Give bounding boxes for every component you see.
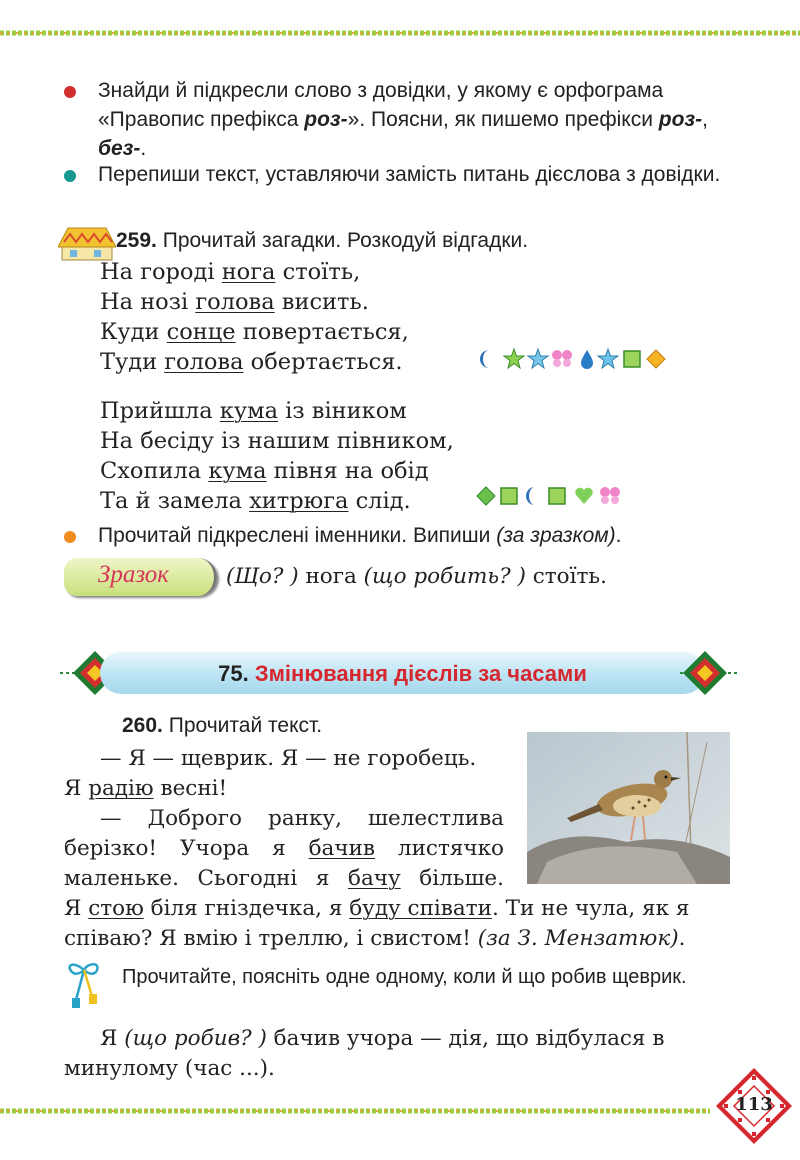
- riddle-2: [100, 396, 454, 516]
- code-icons-row-2: [476, 485, 636, 507]
- star-icon: [504, 349, 524, 368]
- poem-line: Прийшла кума із віником: [100, 398, 407, 424]
- diamond-icon: [477, 487, 495, 505]
- code-icons-row-1: [478, 348, 683, 370]
- bullet-text-2: Перепиши текст, уставляючи замість питань дієслова з довідки.: [98, 163, 721, 186]
- text-line: співаю? Я вмію і треллю, і свистом! (за З. Мензатюк).: [64, 926, 686, 951]
- ornament-right-icon: [680, 648, 740, 698]
- top-ornament-border: [0, 30, 800, 36]
- poem-line: На бесіду із нашим півником,: [100, 428, 454, 454]
- poem-line: На городі нога стоїть,: [100, 259, 361, 285]
- page-number: 113: [735, 1094, 773, 1115]
- star-icon: [598, 349, 618, 368]
- house-icon: [58, 222, 116, 262]
- heart-icon: [575, 488, 592, 504]
- butterfly-icon: [552, 350, 572, 367]
- diamond-icon: [647, 350, 665, 368]
- butterfly-icon: [600, 487, 620, 504]
- poem-line: Куди сонце повертається,: [100, 319, 409, 345]
- moon-icon: [526, 487, 535, 505]
- riddle-1: [100, 257, 409, 377]
- sample-label-badge: Зразок: [64, 558, 217, 596]
- text-line: — Доброго ранку, шелестлива: [100, 806, 504, 831]
- bullet-orange: [64, 531, 76, 543]
- exercise-260-header: 260. Прочитай текст.: [122, 714, 323, 737]
- conclusion-line-1: Я (що робив? ) бачив учора — дія, що відбулася в: [100, 1026, 665, 1051]
- conclusion-line-2: минулому (час ...).: [64, 1056, 275, 1081]
- bullet-text-3: Прочитай підкреслені іменники. Випиши (за зразком).: [98, 524, 622, 547]
- exercise-259-header: 259. Прочитай загадки. Розкодуй відгадки.: [116, 229, 529, 252]
- poem-line: Туди голова обертається.: [100, 349, 403, 375]
- text-line: маленьке. Сьогодні я бачу більше.: [64, 866, 504, 891]
- pair-task-text: Прочитайте, поясніть одне одному, коли й що робив щеврик.: [122, 966, 687, 988]
- bullet-text-1: Знайди й підкресли слово з довідки, у якому є орфограма «Правопис префікса роз-». Поясни, як пишемо префікси роз-, без-.: [98, 79, 708, 160]
- bullet-teal: [64, 170, 76, 182]
- poem-line: Та й замела хитрюга слід.: [100, 488, 411, 514]
- section-banner: 75. Змінювання дієслів за часами: [100, 652, 705, 694]
- text-line: — Я — щеврик. Я — не горобець.: [100, 746, 477, 771]
- ribbon-icon: [62, 960, 108, 1010]
- poem-line: Схопила кума півня на обід: [100, 458, 429, 484]
- moon-icon: [480, 350, 489, 368]
- bird-photo: [527, 732, 730, 884]
- bottom-ornament-border: [0, 1108, 710, 1114]
- drop-icon: [581, 350, 593, 369]
- star-icon: [528, 349, 548, 368]
- sample-text: (Що? ) нога (що робить? ) стоїть.: [226, 564, 607, 589]
- text-line: Я стою біля гніздечка, я буду співати. Ти не чула, як я: [64, 896, 690, 921]
- text-line: берізко! Учора я бачив листячко: [64, 836, 504, 861]
- bullet-red: [64, 86, 76, 98]
- square-icon: [501, 488, 517, 504]
- square-icon: [549, 488, 565, 504]
- text-line: Я радію весні!: [64, 776, 228, 801]
- poem-line: На нозі голова висить.: [100, 289, 369, 315]
- square-icon: [624, 351, 640, 367]
